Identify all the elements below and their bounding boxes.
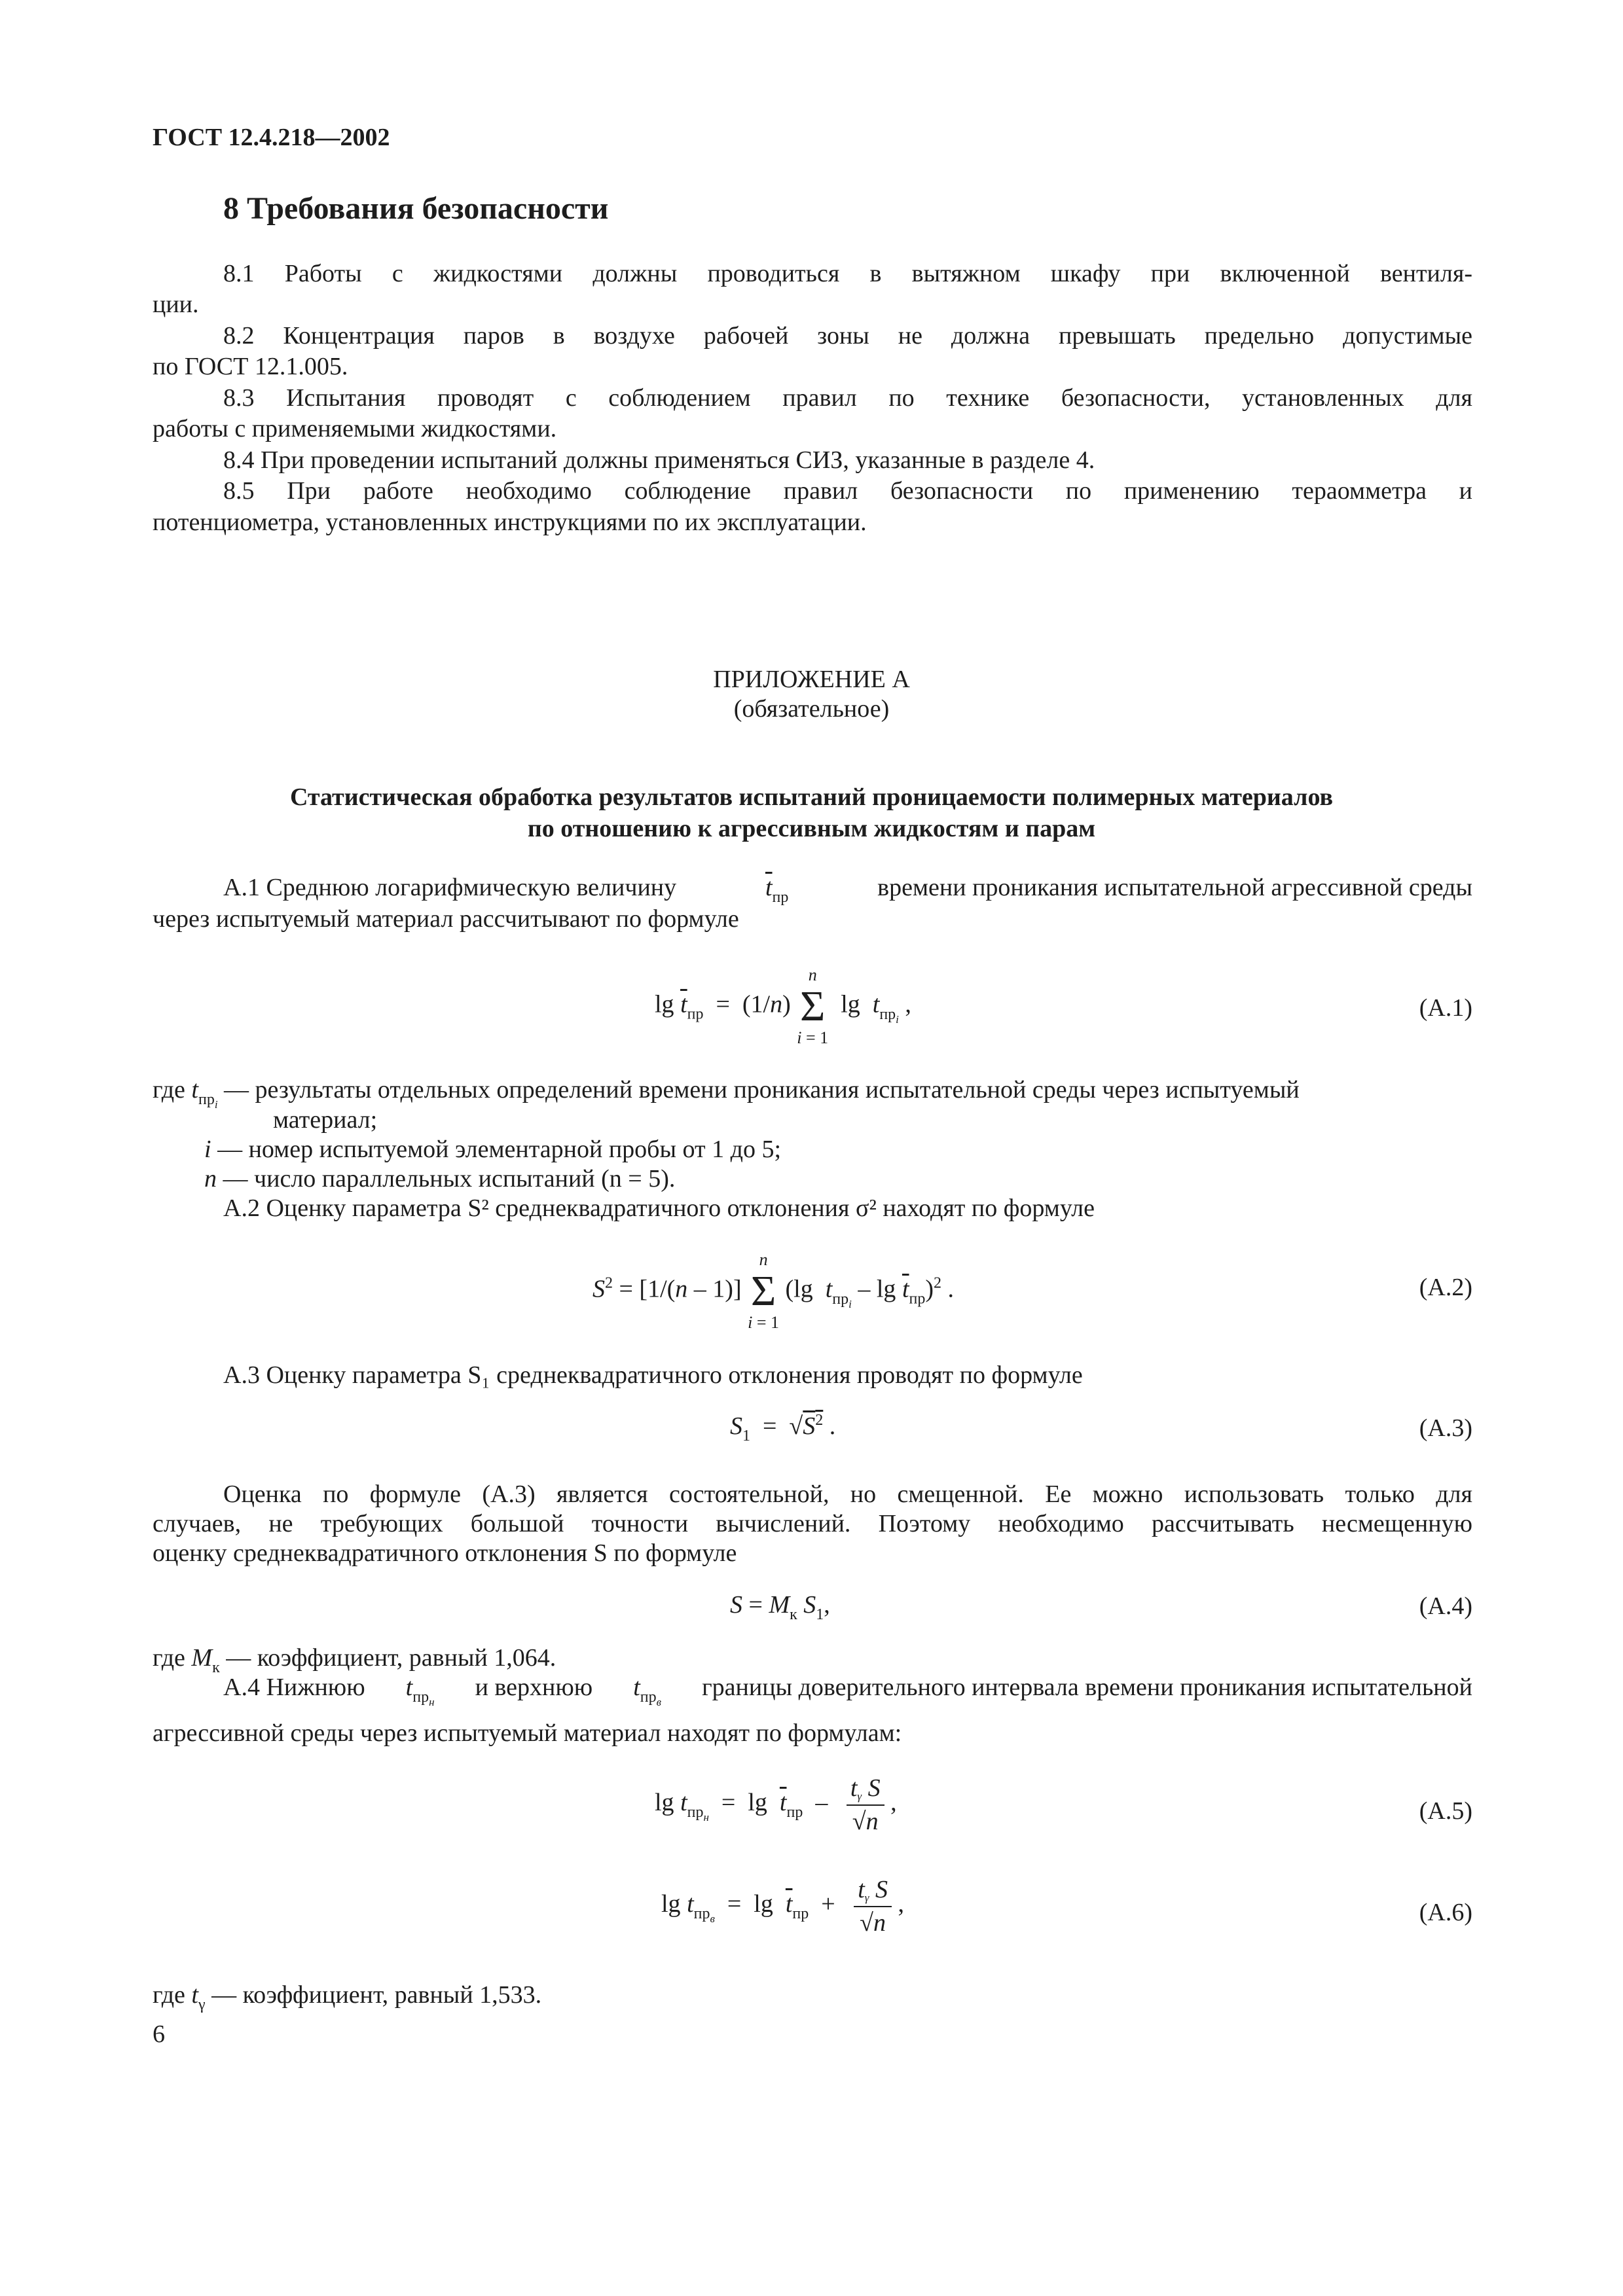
- formula-a2: $S^2 = [1/(n - 1)]$ n Σ i = 1 (lg $t_{пр_i}$ – $\lg \overline{t}_{пр})^2$ .: [593, 1250, 954, 1332]
- equation-number-a5: (А.5): [1419, 1797, 1472, 1825]
- where-t-line1: где $t_{пр_i}$ — результаты отдельных определений времени проникания испытательной среды через испытуемый: [153, 1076, 1300, 1111]
- appendix-label: ПРИЛОЖЕНИЕ А: [713, 666, 910, 693]
- where-t-line2: материал;: [273, 1106, 378, 1134]
- formula-a4: $S = M_к$ $S_1$,: [730, 1591, 830, 1623]
- estimation-line2: случаев, не требующих большой точности вычислений. Поэтому необходимо рассчитывать несмещенную: [153, 1510, 1472, 1537]
- equation-number-a1: (А.1): [1419, 994, 1472, 1022]
- where-n: n — число параллельных испытаний (n = 5).: [204, 1165, 676, 1193]
- where-i: i — номер испытуемой элементарной пробы от 1 до 5;: [204, 1136, 782, 1163]
- a4-line1-mid: и верхнюю: [475, 1674, 593, 1701]
- a1-line1-end: времени проникания испытательной агрессивной среды: [877, 874, 1472, 901]
- estimation-line1: Оценка по формуле (А.3) является состоятельной, но смещенной. Ее можно использовать только для: [223, 1480, 1472, 1508]
- section-8-3-line2: работы с применяемыми жидкостями.: [153, 415, 557, 442]
- appendix-status: (обязательное): [733, 695, 890, 723]
- document-standard-number: ГОСТ 12.4.218—2002: [153, 124, 390, 151]
- equation-number-a4: (А.4): [1419, 1592, 1472, 1620]
- a4-line1-end: границы доверительного интервала времени проникания испытательной: [702, 1674, 1472, 1701]
- estimation-line3: оценку среднеквадратичного отклонения S по формуле: [153, 1539, 737, 1567]
- section-8-2-line1: 8.2 Концентрация паров в воздухе рабочей зоны не должна превышать предельно допустимые: [223, 322, 1472, 350]
- section-8-1-line2: ции.: [153, 291, 199, 318]
- t-upper-symbol: $t_{пр_в}$: [633, 1674, 662, 1708]
- where-t-gamma: где $t_\gamma$ — коэффициент, равный 1,533.: [153, 1981, 542, 2013]
- page-number: 6: [153, 2020, 165, 2048]
- where-mk: где $M_к$ — коэффициент, равный 1,064.: [153, 1644, 556, 1676]
- appendix-title-line2: по отношению к агрессивным жидкостям и парам: [527, 815, 1096, 842]
- section-8-3-line1: 8.3 Испытания проводят с соблюдением правил по технике безопасности, установленных для: [223, 384, 1472, 412]
- equation-number-a3: (А.3): [1419, 1414, 1472, 1442]
- section-8-5-line2: потенциометра, установленных инструкциями по их эксплуатации.: [153, 509, 867, 536]
- section-title: 8 Требования безопасности: [223, 191, 609, 226]
- a1-line1-start: А.1 Среднюю логарифмическую величину: [223, 874, 677, 901]
- where-mk-text: — коэффициент, равный 1,064.: [226, 1644, 556, 1672]
- a4-line1: [223, 1672, 1472, 1717]
- appendix-title-line1: Статистическая обработка результатов испытаний проницаемости полимерных материалов: [289, 783, 1334, 811]
- formula-a6: $\lg t_{пр_в} = \lg \overline{t}_{пр}$ + $\frac{t_\gamma S}{√n}$ ,: [661, 1876, 904, 1937]
- section-8-2-line2: по ГОСТ 12.1.005.: [153, 353, 348, 380]
- where-t-text: — результаты отдельных определений времени проникания испытательной среды через испытуемый: [224, 1076, 1300, 1103]
- t-lower-symbol: $t_{пр_н}$: [405, 1674, 435, 1708]
- a2-text: А.2 Оценку параметра S² среднеквадратичного отклонения σ² находят по формуле: [223, 1194, 1095, 1222]
- formula-a3: $S_1 = √S^2$ .: [730, 1412, 836, 1444]
- t-mean-symbol: $\overline{t}_{пр}$: [765, 874, 789, 906]
- equation-number-a2: (А.2): [1419, 1274, 1472, 1301]
- formula-a1: $\lg \overline{t}_{пр} = (1/n)$ n Σ i = 1 $\lg t_{пр_i}$ ,: [655, 965, 911, 1047]
- a4-line2: агрессивной среды через испытуемый материал находят по формулам:: [153, 1719, 902, 1747]
- equation-number-a6: (А.6): [1419, 1899, 1472, 1926]
- a1-line2: через испытуемый материал рассчитывают по формуле: [153, 905, 739, 933]
- a4-line1-start: А.4 Нижнюю: [223, 1674, 365, 1701]
- where-n-text: — число параллельных испытаний (n = 5).: [223, 1165, 676, 1193]
- section-8-5-line1: 8.5 При работе необходимо соблюдение правил безопасности по применению тераомметра и: [223, 477, 1472, 505]
- formula-a5: $\lg t_{пр_н} = \lg \overline{t}_{пр}$ – $\frac{t_\gamma S}{√n}$ ,: [655, 1774, 897, 1835]
- where-t-gamma-text: — коэффициент, равный 1,533.: [211, 1981, 542, 2009]
- a3-text: А.3 Оценку параметра S₁ среднеквадратичного отклонения проводят по формуле: [223, 1361, 1083, 1389]
- section-8-4: 8.4 При проведении испытаний должны применяться СИЗ, указанные в разделе 4.: [223, 446, 1095, 474]
- section-8-1-line1: 8.1 Работы с жидкостями должны проводиться в вытяжном шкафу при включенной вентиля-: [223, 260, 1472, 287]
- where-i-text: — номер испытуемой элементарной пробы от 1 до 5;: [217, 1136, 782, 1163]
